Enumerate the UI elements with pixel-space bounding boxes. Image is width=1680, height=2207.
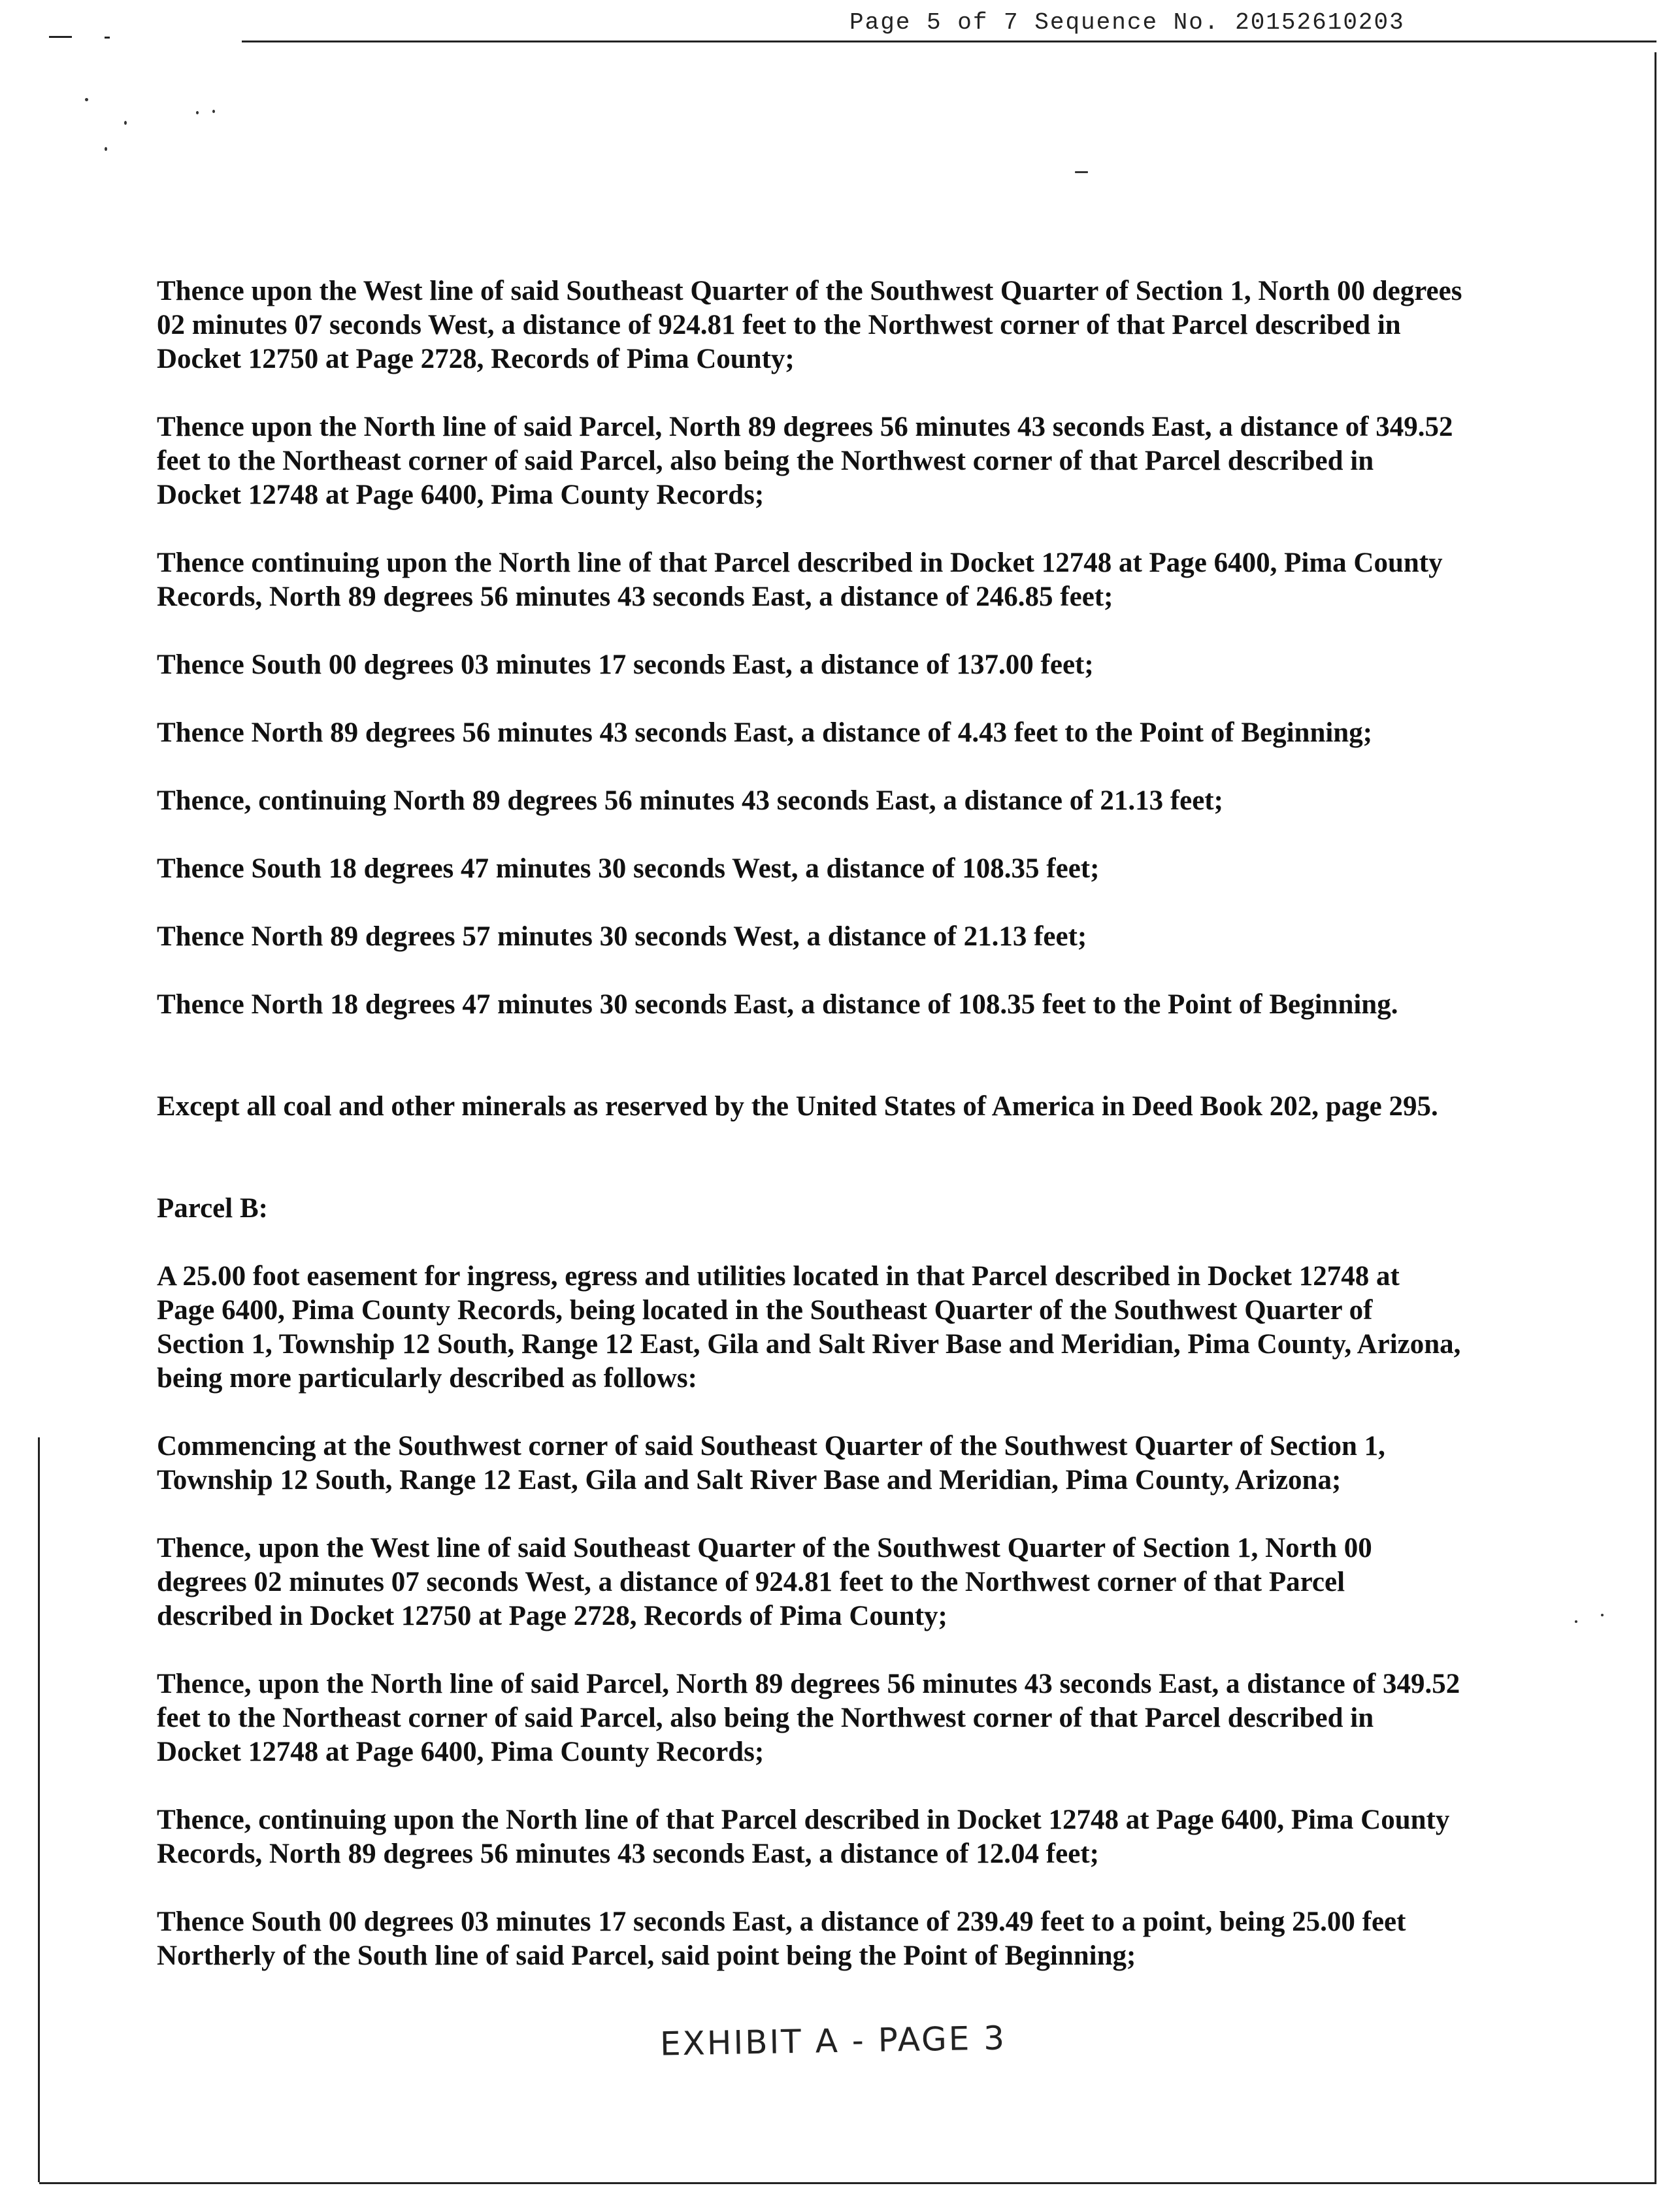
paragraph: Thence upon the North line of said Parcel, North 89 degrees 56 minutes 43 seconds East, a distance of 349.52 feet to the Northeast corner of said Parcel, also being the Northwest corner of that Parcel described in Docket 12748 at Page 6400, Pima County Records; <box>157 412 1453 510</box>
right-border-line <box>1655 52 1656 2182</box>
exhibit-label: EXHIBIT A - PAGE 3 <box>659 2019 1007 2063</box>
scan-speck <box>1075 171 1088 173</box>
paragraph: Thence, upon the North line of said Parcel, North 89 degrees 56 minutes 43 seconds East, a distance of 349.52 feet to the Northeast corner of said Parcel, also being the Northwest corner of that Parcel described in Docket 12748 at Page 6400, Pima County Records; <box>157 1669 1460 1767</box>
document-body <box>157 274 1549 1973</box>
bottom-border-line <box>39 2182 1656 2184</box>
paragraph: Thence South 18 degrees 47 minutes 30 seconds West, a distance of 108.35 feet; <box>157 853 1100 884</box>
page-sequence-header: Page 5 of 7 Sequence No. 20152610203 <box>849 9 1405 36</box>
paragraph: Thence continuing upon the North line of that Parcel described in Docket 12748 at Page 6400, Pima County Records, North 89 degrees 56 minutes 43 seconds East, a distance of 246.85 feet; <box>157 548 1443 612</box>
paragraph: Thence, continuing upon the North line of that Parcel described in Docket 12748 at Page 6400, Pima County Records, North 89 degrees 56 minutes 43 seconds East, a distance of 12.04 feet; <box>157 1805 1450 1869</box>
section-heading: Parcel B: <box>157 1193 268 1224</box>
paragraph: Thence upon the West line of said Southeast Quarter of the Southwest Quarter of Section 1, North 00 degrees 02 minutes 07 seconds West, a distance of 924.81 feet to the Northwest corner of that Parcel described in Docket 12750 at Page 2728, Records of Pima County; <box>157 276 1462 374</box>
paragraph: Thence South 00 degrees 03 minutes 17 seconds East, a distance of 239.49 feet to a point, being 25.00 feet Northerly of the South line of said Parcel, said point being the Point of Beginning; <box>157 1906 1406 1971</box>
scan-speck <box>196 111 199 114</box>
scan-speck <box>85 98 88 101</box>
paragraph: Thence, continuing North 89 degrees 56 minutes 43 seconds East, a distance of 21.13 feet; <box>157 785 1223 816</box>
scan-speck <box>212 110 215 113</box>
top-left-dash <box>49 36 72 38</box>
paragraph: Thence South 00 degrees 03 minutes 17 seconds East, a distance of 137.00 feet; <box>157 649 1094 680</box>
scan-speck <box>124 121 127 125</box>
paragraph: Commencing at the Southwest corner of said Southeast Quarter of the Southwest Quarter of Section 1, Township 12 South, Range 12 East, Gila and Salt River Base and Meridian, Pima County, Arizona; <box>157 1431 1385 1496</box>
paragraph: Thence North 89 degrees 56 minutes 43 seconds East, a distance of 4.43 feet to the Point of Beginning; <box>157 717 1373 748</box>
paragraph: Thence North 18 degrees 47 minutes 30 seconds East, a distance of 108.35 feet to the Point of Beginning. <box>157 989 1398 1020</box>
paragraph: A 25.00 foot easement for ingress, egress and utilities located in that Parcel described in Docket 12748 at Page 6400, Pima County Records, being located in the Southeast Quarter of the Southwest Quarter of Section 1, Township 12 South, Range 12 East, Gila and Salt River Base and Meridian, Pima County, Arizona, being more particularly described as follows: <box>157 1261 1461 1394</box>
top-left-dash <box>105 37 110 39</box>
paragraph: Except all coal and other minerals as reserved by the United States of America in Deed Book 202, page 295. <box>157 1091 1438 1122</box>
paragraph: Thence, upon the West line of said Southeast Quarter of the Southwest Quarter of Section 1, North 00 degrees 02 minutes 07 seconds West, a distance of 924.81 feet to the Northwest corner of that Parcel described in Docket 12750 at Page 2728, Records of Pima County; <box>157 1533 1372 1631</box>
scan-speck <box>1575 1620 1577 1623</box>
paragraph: Thence North 89 degrees 57 minutes 30 seconds West, a distance of 21.13 feet; <box>157 921 1087 952</box>
scan-speck <box>1601 1614 1604 1616</box>
top-border-line <box>242 41 1656 42</box>
left-border-line <box>38 1437 40 2182</box>
scan-speck <box>105 147 107 151</box>
